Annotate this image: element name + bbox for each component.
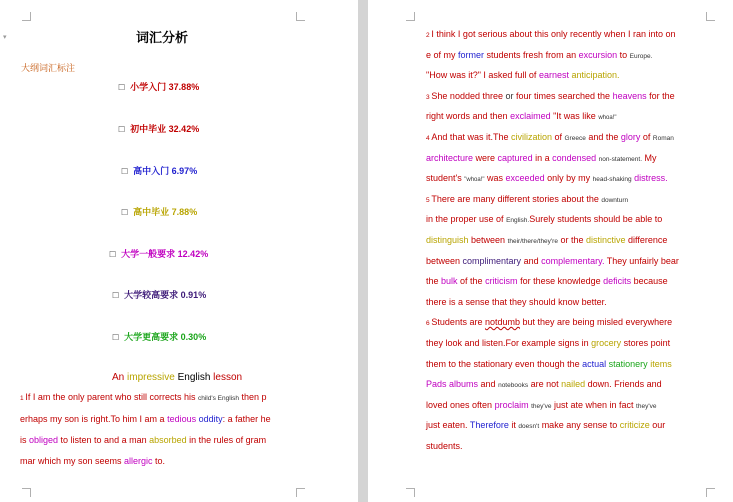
text-span: and the <box>585 132 621 142</box>
text-span: They unfairly bear <box>604 256 679 266</box>
text-span: in the rules of gram <box>186 435 267 445</box>
text-span: it <box>508 420 519 430</box>
page-title: 词汇分析 <box>136 30 189 45</box>
text-span: 2 <box>426 32 432 39</box>
text-line <box>426 337 670 349</box>
text-span: is <box>20 435 29 445</box>
text-span: criticism <box>485 276 518 286</box>
text-span: make any sense to <box>539 420 620 430</box>
text-line <box>426 28 676 42</box>
text-line <box>426 213 662 227</box>
text-span: stores point <box>621 338 671 348</box>
text-span: bulk <box>441 276 458 286</box>
text-span: English. <box>506 217 530 224</box>
text-span: "whoa!" <box>464 177 485 183</box>
level-label: 大学较高要求 0.91% <box>124 290 207 300</box>
margin-corner-mark <box>406 12 415 21</box>
text-span: head-shaking <box>592 176 632 183</box>
text-line <box>20 391 267 405</box>
text-span: or the <box>557 235 586 245</box>
text-span: Therefore <box>469 420 509 430</box>
text-span: "How was it?" I asked full of <box>426 70 539 80</box>
text-span: and <box>478 379 499 389</box>
text-span: heavens <box>612 91 647 101</box>
text-span: downturn <box>601 197 629 204</box>
text-span: just ate when in fact <box>551 400 637 410</box>
right-document-page <box>368 0 733 502</box>
lesson-title-word: English <box>174 372 214 383</box>
text-span: because <box>631 276 668 286</box>
text-line <box>426 296 607 308</box>
text-span: complementary. <box>541 256 605 266</box>
text-span: loved ones often <box>426 400 495 410</box>
text-span: 4 <box>426 135 432 142</box>
margin-corner-mark <box>296 488 305 497</box>
text-span: My <box>642 153 657 163</box>
text-span: : a father he <box>222 414 271 424</box>
text-span: actual <box>582 359 607 369</box>
text-span: between <box>426 256 463 266</box>
text-line <box>426 255 679 267</box>
text-span: albums <box>449 379 479 389</box>
text-span: exceeded <box>505 173 545 183</box>
text-span: the <box>426 276 442 286</box>
text-line <box>426 110 616 124</box>
level-label: 大学一般要求 12.42% <box>121 249 209 259</box>
text-span: distinctive <box>585 235 626 245</box>
text-span: absorbed <box>149 435 187 445</box>
text-span: Europe. <box>629 53 653 60</box>
page-gap <box>358 0 368 502</box>
level-label: 初中毕业 32.42% <box>130 124 200 134</box>
text-span: notebooks <box>498 382 529 389</box>
text-span: obliged <box>29 435 59 445</box>
text-line <box>426 399 656 413</box>
text-span: oddity <box>198 414 223 424</box>
text-span: only by my <box>544 173 593 183</box>
text-span: to <box>617 50 630 60</box>
text-span: If I am the only parent who still corrects his <box>25 392 198 402</box>
text-line <box>20 434 266 446</box>
text-span: non-statement. <box>598 156 643 163</box>
text-span: 5 <box>426 197 432 204</box>
text-span: there is a sense that they should know better. <box>426 297 607 307</box>
text-span: them to the stationary even though the <box>426 359 583 369</box>
text-span: our <box>649 420 666 430</box>
text-span: four times searched the <box>513 91 613 101</box>
text-span: to. <box>152 456 166 466</box>
text-span: nailed <box>561 379 586 389</box>
text-span: they've <box>636 403 657 410</box>
text-line <box>20 455 165 467</box>
text-span: in the proper use of <box>426 214 507 224</box>
text-line <box>20 413 271 425</box>
text-line <box>426 90 675 104</box>
text-line <box>426 419 665 433</box>
lesson-title-word: impressive <box>127 372 175 383</box>
text-span: of <box>640 132 653 142</box>
lesson-title-word: lesson <box>213 372 243 383</box>
text-span: exclaimed <box>510 111 551 121</box>
text-span: captured <box>497 153 533 163</box>
checkbox-icon[interactable]: ☐ <box>118 125 126 134</box>
text-span: down. Friends and <box>585 379 662 389</box>
text-line <box>426 316 672 330</box>
checkbox-icon[interactable]: ☐ <box>121 167 129 176</box>
left-document-page <box>0 0 358 502</box>
margin-corner-mark <box>706 488 715 497</box>
text-span: allergic <box>124 456 153 466</box>
text-span: students fresh from an <box>484 50 579 60</box>
margin-arrow-icon: ▾ <box>3 34 7 41</box>
text-span: then p <box>238 392 267 402</box>
text-span: Pads <box>426 379 447 389</box>
text-line <box>426 440 463 452</box>
text-span: but they are being misled everywhere <box>520 317 673 327</box>
text-span: to listen to and a man <box>58 435 150 445</box>
text-span: criticize <box>619 420 650 430</box>
text-span: whoa!" <box>598 115 617 121</box>
text-span: earnest <box>538 70 569 80</box>
text-span: distress. <box>634 173 668 183</box>
margin-corner-mark <box>406 488 415 497</box>
text-span: between <box>468 235 508 245</box>
lesson-title-word: An <box>112 372 128 383</box>
text-line <box>426 152 657 166</box>
text-span: excursion <box>578 50 618 60</box>
text-span: former <box>458 50 485 60</box>
text-span: or <box>505 91 514 101</box>
syllabus-note: 大纲词汇标注 <box>21 63 76 73</box>
text-span: She nodded three <box>431 91 506 101</box>
text-line <box>426 172 668 186</box>
text-span: students. <box>426 441 463 451</box>
level-label: 高中入门 6.97% <box>133 166 198 176</box>
text-span: student's <box>426 173 465 183</box>
text-span: items <box>650 359 672 369</box>
text-span: child's English <box>198 395 239 402</box>
text-span: right words and then <box>426 111 511 121</box>
text-line <box>426 49 652 63</box>
text-span: just eaten. <box>426 420 470 430</box>
text-span: deficits <box>603 276 632 286</box>
margin-corner-mark <box>22 12 31 21</box>
level-label: 大学更高要求 0.30% <box>124 332 207 342</box>
text-span: of the <box>457 276 486 286</box>
text-line <box>426 358 672 370</box>
level-label: 高中毕业 7.88% <box>133 207 198 217</box>
text-span: complimentary <box>462 256 522 266</box>
checkbox-icon[interactable]: ☐ <box>118 83 126 92</box>
text-span: proclaim <box>494 400 529 410</box>
checkbox-icon[interactable]: ☐ <box>121 208 129 217</box>
text-span: Roman <box>652 135 674 142</box>
text-span: of <box>551 132 565 142</box>
text-span: 6 <box>426 320 432 327</box>
text-span: Students are <box>431 317 485 327</box>
text-span: for these knowledge <box>517 276 604 286</box>
level-item <box>109 247 208 260</box>
text-span: architecture <box>426 153 474 163</box>
text-span: in a <box>532 153 553 163</box>
text-span: civilization <box>510 132 552 142</box>
text-line <box>426 378 662 392</box>
margin-corner-mark <box>22 488 31 497</box>
text-span: are not <box>528 379 562 389</box>
text-span: Greece <box>564 135 586 142</box>
text-span: they've <box>531 403 552 410</box>
lesson-title <box>112 372 242 383</box>
level-item <box>118 122 199 135</box>
text-span: for the <box>646 91 675 101</box>
text-span: And that was it.The <box>431 132 511 142</box>
margin-corner-mark <box>296 12 305 21</box>
level-item <box>112 330 206 343</box>
text-line <box>426 234 667 248</box>
level-label: 小学入门 37.88% <box>130 82 200 92</box>
text-line <box>426 131 674 145</box>
text-span: stationery <box>608 359 648 369</box>
text-span: their/there/they're <box>507 238 558 245</box>
text-line <box>426 193 628 207</box>
text-span: doesn't <box>518 423 540 430</box>
level-item <box>118 80 199 93</box>
text-span: glory <box>620 132 641 142</box>
text-span: was <box>484 173 506 183</box>
text-span: 3 <box>426 94 432 101</box>
margin-corner-mark <box>706 12 715 21</box>
text-span: I think I got serious about this only recently when I ran into on <box>431 29 676 39</box>
checkbox-icon[interactable]: ☐ <box>112 291 120 300</box>
text-span: tedious <box>167 414 197 424</box>
text-span: difference <box>625 235 668 245</box>
text-span: erhaps my son is right.To him I am a <box>20 414 168 424</box>
text-span: Surely students should be able to <box>529 214 663 224</box>
text-span: notdumb <box>484 317 520 327</box>
level-item <box>121 164 197 177</box>
checkbox-icon[interactable]: ☐ <box>112 333 120 342</box>
text-span: and <box>521 256 542 266</box>
text-span: they look and listen.For example signs in <box>426 338 592 348</box>
text-span: 1 <box>20 395 26 402</box>
text-span: anticipation. <box>571 70 620 80</box>
text-line <box>426 69 620 81</box>
level-item <box>121 205 197 218</box>
text-line <box>426 275 668 287</box>
text-span: "It was like <box>550 111 599 121</box>
text-span: distinguish <box>426 235 469 245</box>
text-span: were <box>473 153 498 163</box>
text-span: There are many different stories about the <box>431 194 602 204</box>
text-span: e of my <box>426 50 459 60</box>
text-span: mar which my son seems <box>20 456 125 466</box>
text-span: condensed <box>552 153 597 163</box>
level-item <box>112 288 206 301</box>
checkbox-icon[interactable]: ☐ <box>109 250 117 259</box>
text-span: grocery <box>591 338 622 348</box>
